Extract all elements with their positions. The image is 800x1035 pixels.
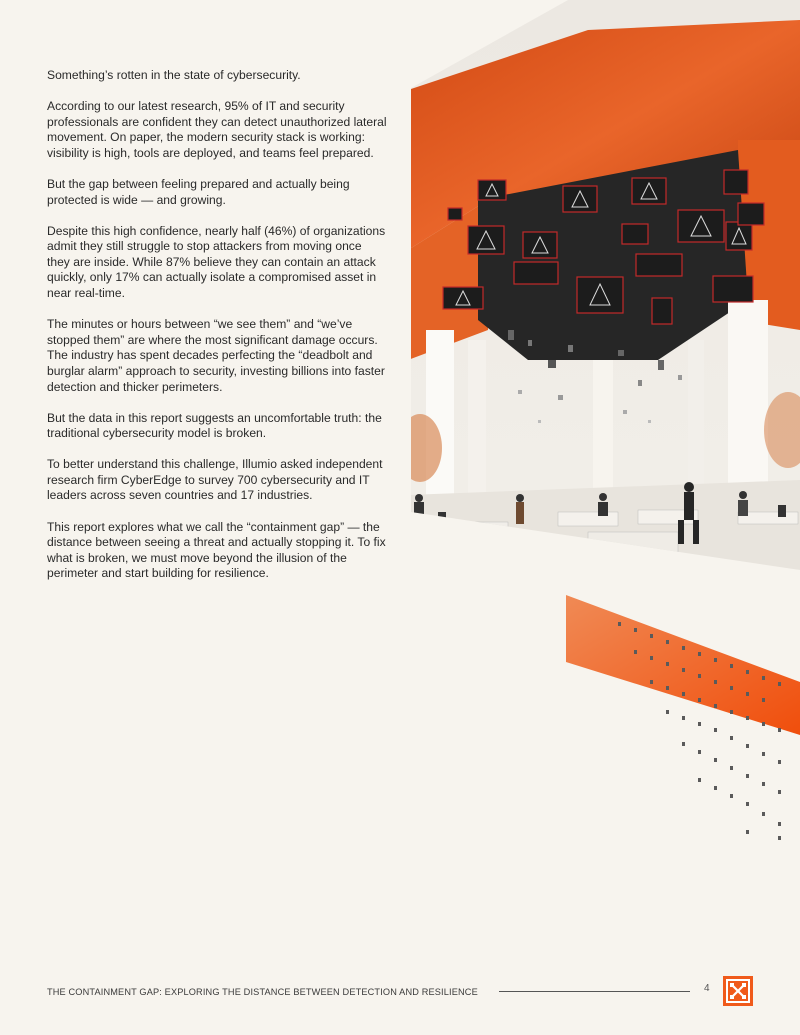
paragraph-containment-gap: This report explores what we call the “containment gap” — the distance between seeing a threat and actually stopping it. To fix what is broken, we must move beyond the illusion of the perimeter and start building for resilience. bbox=[47, 519, 386, 581]
illumio-logo-icon bbox=[723, 976, 753, 1006]
hero-illustration bbox=[408, 0, 800, 850]
paragraph-minutes: The minutes or hours between “we see them” and “we’ve stopped them” are where the most significant damage occurs. The industry has spent decades perfecting the “deadbolt and burglar alarm” approach to security, investing billions into faster detection and thicker perimeters. bbox=[47, 317, 385, 394]
paragraph-gap: But the gap between feeling prepared and actually being protected is wide — and growing. bbox=[47, 176, 350, 207]
paragraph-survey: To better understand this challenge, Illumio asked independent research firm CyberEdge to survey 700 cybersecurity and IT leaders across seven countries and 17 industries. bbox=[47, 457, 383, 503]
paragraph-confidence: Despite this high confidence, nearly half (46%) of organizations admit they still struggle to stop attackers from moving once they are inside. While 87% believe they can contain an attack quickly, only 17% can actually isolate a compromised asset in near real-time. bbox=[47, 223, 386, 301]
page-number: 4 bbox=[704, 983, 710, 994]
paragraph-research: According to our latest research, 95% of IT and security professionals are confident they can detect unauthorized lateral movement. On paper, the modern security stack is working: visibility is high, tools are deployed, and teams feel prepared. bbox=[47, 99, 387, 160]
body-text bbox=[47, 68, 387, 597]
accent-stripe bbox=[566, 595, 800, 735]
office-illustration bbox=[408, 0, 800, 850]
paragraph-intro: Something’s rotten in the state of cybersecurity. bbox=[47, 68, 301, 82]
footer-divider bbox=[499, 991, 690, 992]
paragraph-truth: But the data in this report suggests an uncomfortable truth: the traditional cybersecurity model is broken. bbox=[47, 410, 382, 441]
page-footer bbox=[47, 972, 754, 1006]
footer-title: THE CONTAINMENT GAP: EXPLORING THE DISTANCE BETWEEN DETECTION AND RESILIENCE bbox=[47, 987, 478, 997]
